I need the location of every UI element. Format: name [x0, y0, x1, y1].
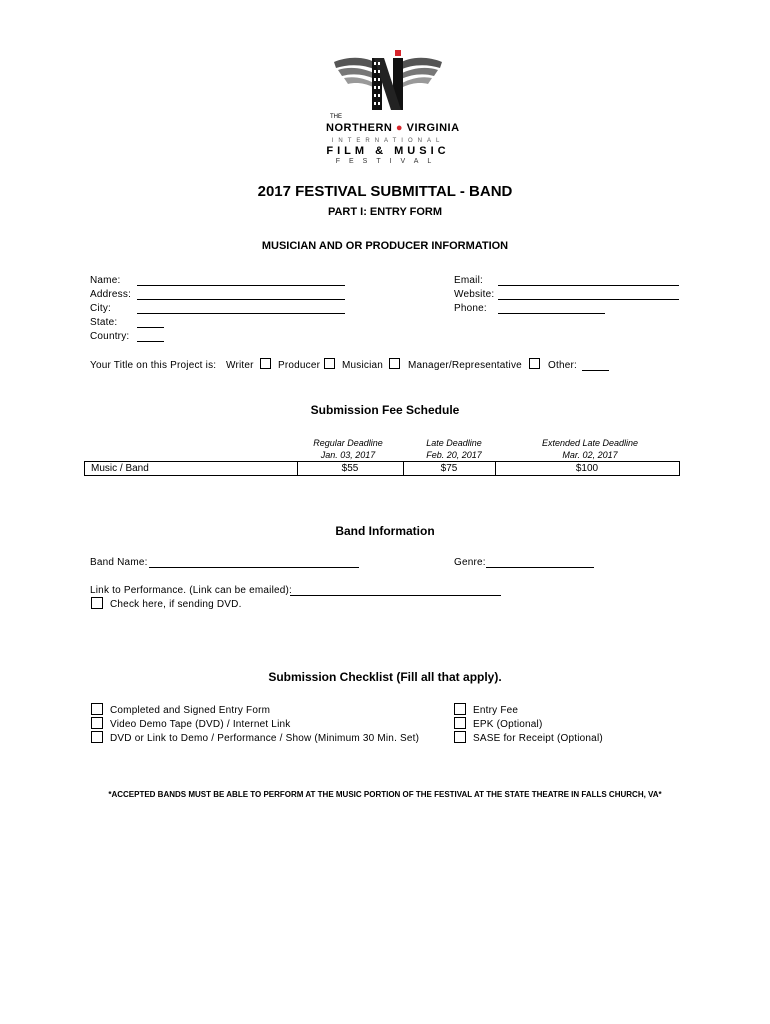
genre-field[interactable] [486, 567, 594, 568]
writer-checkbox[interactable] [260, 358, 271, 369]
checklist-heading: Submission Checklist (Fill all that apply). [268, 670, 502, 684]
phone-field[interactable] [498, 313, 605, 314]
late-deadline-header [404, 437, 504, 461]
logo-region: NORTHERN ● VIRGINIA [326, 122, 460, 134]
state-field[interactable] [137, 327, 164, 328]
checklist-sase-checkbox[interactable] [454, 731, 466, 743]
logo-the: THE [330, 114, 342, 120]
checklist-item: SASE for Receipt (Optional) [473, 733, 603, 744]
checklist-video-demo-checkbox[interactable] [91, 717, 103, 729]
genre-label: Genre: [454, 557, 486, 568]
band-info-heading: Band Information [335, 524, 435, 538]
fee-regular: $55 [341, 463, 359, 474]
regular-deadline-header [298, 437, 398, 461]
section-musician-heading: MUSICIAN AND OR PRODUCER INFORMATION [261, 240, 509, 252]
extended-deadline-header [520, 437, 660, 461]
address-field[interactable] [137, 299, 345, 300]
city-label: City: [90, 303, 111, 314]
page-subtitle: PART I: ENTRY FORM [327, 206, 443, 218]
address-label: Address: [90, 289, 132, 300]
link-label: Link to Performance. (Link can be emailed): [90, 585, 293, 596]
checklist-item: Video Demo Tape (DVD) / Internet Link [110, 719, 291, 730]
fee-schedule-heading: Submission Fee Schedule [310, 403, 460, 417]
checklist-entry-fee-checkbox[interactable] [454, 703, 466, 715]
email-label: Email: [454, 275, 483, 286]
fee-table [84, 461, 680, 476]
project-title-label: Your Title on this Project is: [90, 360, 217, 371]
footer-note: *ACCEPTED BANDS MUST BE ABLE TO PERFORM AT THE MUSIC PORTION OF THE FESTIVAL AT THE STATE THEATRE IN FALLS CHURCH, VA* [108, 790, 662, 799]
checklist-item: DVD or Link to Demo / Performance / Show (Minimum 30 Min. Set) [110, 733, 420, 744]
logo-virginia: VIRGINIA [406, 122, 460, 134]
country-label: Country: [90, 331, 130, 342]
regular-deadline-label: Regular Deadline [313, 438, 383, 448]
fee-late: $75 [440, 463, 458, 474]
name-label: Name: [90, 275, 121, 286]
checklist-entry-form-checkbox[interactable] [91, 703, 103, 715]
name-field[interactable] [137, 285, 345, 286]
dvd-label: Check here, if sending DVD. [110, 599, 242, 610]
checklist-dvd-link-checkbox[interactable] [91, 731, 103, 743]
fee-category: Music / Band [91, 463, 149, 474]
logo-international: INTERNATIONAL [331, 138, 445, 144]
checklist-epk-checkbox[interactable] [454, 717, 466, 729]
writer-label: Writer [226, 360, 254, 371]
fee-extended: $100 [575, 463, 599, 474]
logo-northern: NORTHERN [326, 122, 393, 134]
other-field[interactable] [582, 370, 609, 371]
regular-deadline-date: Jan. 03, 2017 [320, 450, 376, 460]
phone-label: Phone: [454, 303, 487, 314]
dvd-checkbox[interactable] [91, 597, 103, 609]
website-label: Website: [454, 289, 495, 300]
checklist-item: Entry Fee [473, 705, 519, 716]
producer-checkbox[interactable] [324, 358, 335, 369]
state-label: State: [90, 317, 118, 328]
city-field[interactable] [137, 313, 345, 314]
manager-checkbox[interactable] [529, 358, 540, 369]
logo-film-music: FILM & MUSIC [326, 145, 450, 157]
logo-festival: FESTIVAL [335, 158, 441, 165]
email-field[interactable] [498, 285, 679, 286]
late-deadline-date: Feb. 20, 2017 [426, 450, 482, 460]
musician-checkbox[interactable] [389, 358, 400, 369]
link-field[interactable] [290, 595, 501, 596]
checklist-item: EPK (Optional) [473, 719, 543, 730]
extended-deadline-date: Mar. 02, 2017 [562, 450, 618, 460]
extended-deadline-label: Extended Late Deadline [541, 438, 639, 448]
manager-label: Manager/Representative [408, 360, 522, 371]
musician-label: Musician [342, 360, 384, 371]
band-name-field[interactable] [149, 567, 359, 568]
other-label: Other: [548, 360, 577, 371]
band-name-label: Band Name: [90, 557, 148, 568]
country-field[interactable] [137, 341, 164, 342]
producer-label: Producer [278, 360, 321, 371]
checklist-item: Completed and Signed Entry Form [110, 705, 271, 716]
website-field[interactable] [498, 299, 679, 300]
page-title: 2017 FESTIVAL SUBMITTAL - BAND [257, 183, 513, 200]
late-deadline-label: Late Deadline [426, 438, 482, 448]
